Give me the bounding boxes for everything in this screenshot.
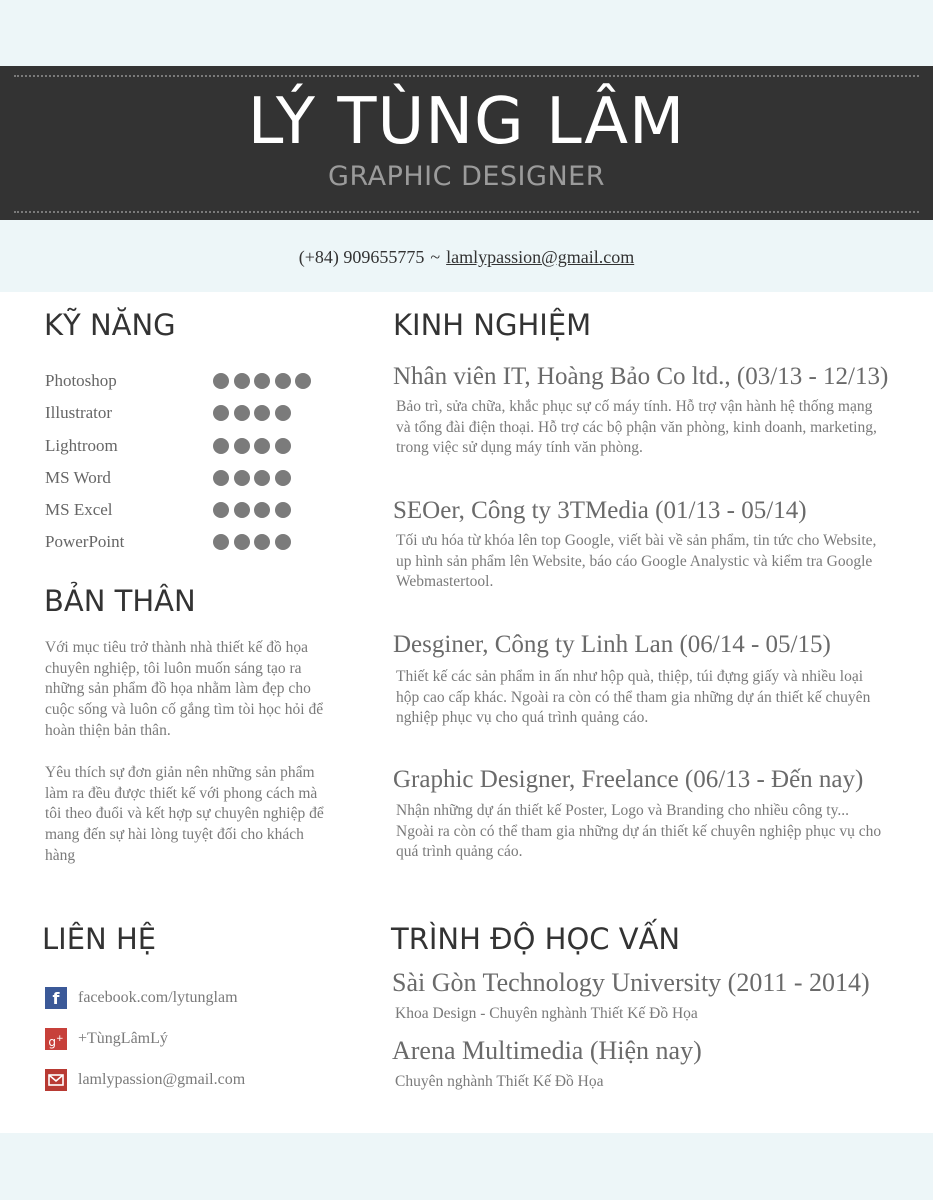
- skill-dot: [254, 502, 270, 518]
- dotted-divider: [14, 211, 919, 213]
- separator: ~: [430, 247, 441, 267]
- job-title: SEOer, Công ty 3TMedia (01/13 - 05/14): [393, 497, 807, 524]
- skill-dot: [234, 502, 250, 518]
- skill-name: MS Word: [45, 468, 111, 487]
- job-description: Tối ưu hóa từ khóa lên top Google, viết bài về sản phẩm, tin tức cho Website, up hình sản phẩm lên Website, báo cáo Google Analystic và kiểm tra Google Webmastertool.: [396, 532, 877, 591]
- skill-name: Lightroom: [45, 436, 118, 455]
- education-description: Khoa Design - Chuyên nghành Thiết Kế Đồ Họa: [395, 1005, 698, 1022]
- skill-dot: [254, 373, 270, 389]
- skill-dot: [213, 470, 229, 486]
- mail-icon: [45, 1069, 67, 1091]
- job-title: Graphic Designer, Freelance (06/13 - Đến nay): [393, 766, 864, 793]
- skill-name: Photoshop: [45, 371, 117, 390]
- skill-dot: [234, 534, 250, 550]
- contact-heading: LIÊN HỆ: [42, 922, 157, 956]
- about-paragraph: Yêu thích sự đơn giản nên những sản phẩm làm ra đều được thiết kế với phong cách mà tôi theo đuổi và kết hợp sự chuyên nghiệp để mang đến sự hài lòng tuyệt đối cho khách hàng: [45, 764, 324, 864]
- education-title: Arena Multimedia (Hiện nay): [392, 1036, 702, 1065]
- candidate-role: GRAPHIC DESIGNER: [328, 161, 605, 192]
- skill-rating: [213, 502, 295, 518]
- skill-row: [45, 434, 325, 458]
- facebook-icon: f: [45, 987, 67, 1009]
- phone-number: (+84) 909655775: [298, 247, 425, 267]
- candidate-name: LÝ TÙNG LÂM: [247, 85, 686, 159]
- skill-dot: [234, 470, 250, 486]
- skill-row: [45, 466, 325, 490]
- job-title: Desginer, Công ty Linh Lan (06/14 - 05/15): [393, 631, 831, 658]
- skill-dot: [275, 534, 291, 550]
- contact-text: facebook.com/lytunglam: [78, 989, 238, 1006]
- skill-dot: [234, 405, 250, 421]
- skill-dot: [275, 438, 291, 454]
- job-title: Nhân viên IT, Hoàng Bảo Co ltd., (03/13 - 12/13): [393, 363, 889, 390]
- skill-dot: [234, 438, 250, 454]
- contact-band: [0, 220, 933, 292]
- job-description: Bảo trì, sửa chữa, khắc phục sự cố máy tính. Hỗ trợ vận hành hệ thống mạng và tổng đài điện thoại. Hỗ trợ các bộ phận văn phòng, kinh doanh, marketing, trong việc sử dụng máy tính văn phòng.: [396, 398, 877, 457]
- skill-dot: [275, 405, 291, 421]
- skill-rating: [213, 470, 295, 486]
- skill-dot: [254, 534, 270, 550]
- education-heading: TRÌNH ĐỘ HỌC VẤN: [391, 922, 681, 956]
- header-banner: [0, 66, 933, 220]
- skill-dot: [275, 470, 291, 486]
- education-title: Sài Gòn Technology University (2011 - 2014): [392, 968, 870, 997]
- about-paragraph: Với mục tiêu trở thành nhà thiết kế đồ họa chuyên nghiệp, tôi luôn muốn sáng tạo ra những sản phẩm đồ họa nhằm làm đẹp cho cuộc sống và luôn cố gắng tìm tòi học hỏi để hoàn thiện bản thân.: [45, 639, 324, 739]
- skill-dot: [254, 405, 270, 421]
- skill-dot: [254, 470, 270, 486]
- skill-dot: [275, 373, 291, 389]
- bottom-band: [0, 1133, 933, 1200]
- dotted-divider: [14, 75, 919, 77]
- skill-dot: [213, 534, 229, 550]
- skill-dot: [213, 502, 229, 518]
- skill-rating: [213, 534, 295, 550]
- skill-rating: [213, 373, 316, 389]
- skill-row: [45, 498, 325, 522]
- skill-row: [45, 530, 325, 554]
- skill-dot: [254, 438, 270, 454]
- skill-dot: [295, 373, 311, 389]
- skills-heading: KỸ NĂNG: [44, 308, 176, 342]
- about-heading: BẢN THÂN: [44, 584, 196, 618]
- contact-text: +TùngLâmLý: [78, 1030, 168, 1047]
- email-link[interactable]: lamlypassion@gmail.com: [446, 247, 635, 267]
- skill-dot: [275, 502, 291, 518]
- google-plus-icon: g+: [45, 1028, 67, 1050]
- job-description: Nhận những dự án thiết kế Poster, Logo và Branding cho nhiều công ty... Ngoài ra còn có thể tham gia những dự án thiết kế chuyên nghiệp phục vụ cho quá trình quảng cáo.: [396, 802, 882, 861]
- top-band: [0, 0, 933, 66]
- skill-row: [45, 369, 325, 393]
- contact-text: lamlypassion@gmail.com: [78, 1071, 246, 1088]
- skill-row: [45, 401, 325, 425]
- skill-name: PowerPoint: [45, 532, 125, 551]
- skill-dot: [234, 373, 250, 389]
- education-description: Chuyên nghành Thiết Kế Đồ Họa: [395, 1073, 604, 1090]
- job-description: Thiết kế các sản phẩm in ấn như hộp quà, thiệp, túi đựng giấy và nhiều loại hộp cao cấp khác. Ngoài ra còn có thể tham gia những dự án thiết kế chuyên nghiệp phục vụ cho quá trình quảng cáo.: [396, 668, 871, 727]
- skill-rating: [213, 438, 295, 454]
- skill-name: MS Excel: [45, 500, 113, 519]
- experience-heading: KINH NGHIỆM: [393, 308, 592, 342]
- skill-dot: [213, 373, 229, 389]
- contact-line: [0, 245, 933, 269]
- skill-name: Illustrator: [45, 403, 113, 422]
- skill-dot: [213, 405, 229, 421]
- skill-rating: [213, 405, 295, 421]
- skill-dot: [213, 438, 229, 454]
